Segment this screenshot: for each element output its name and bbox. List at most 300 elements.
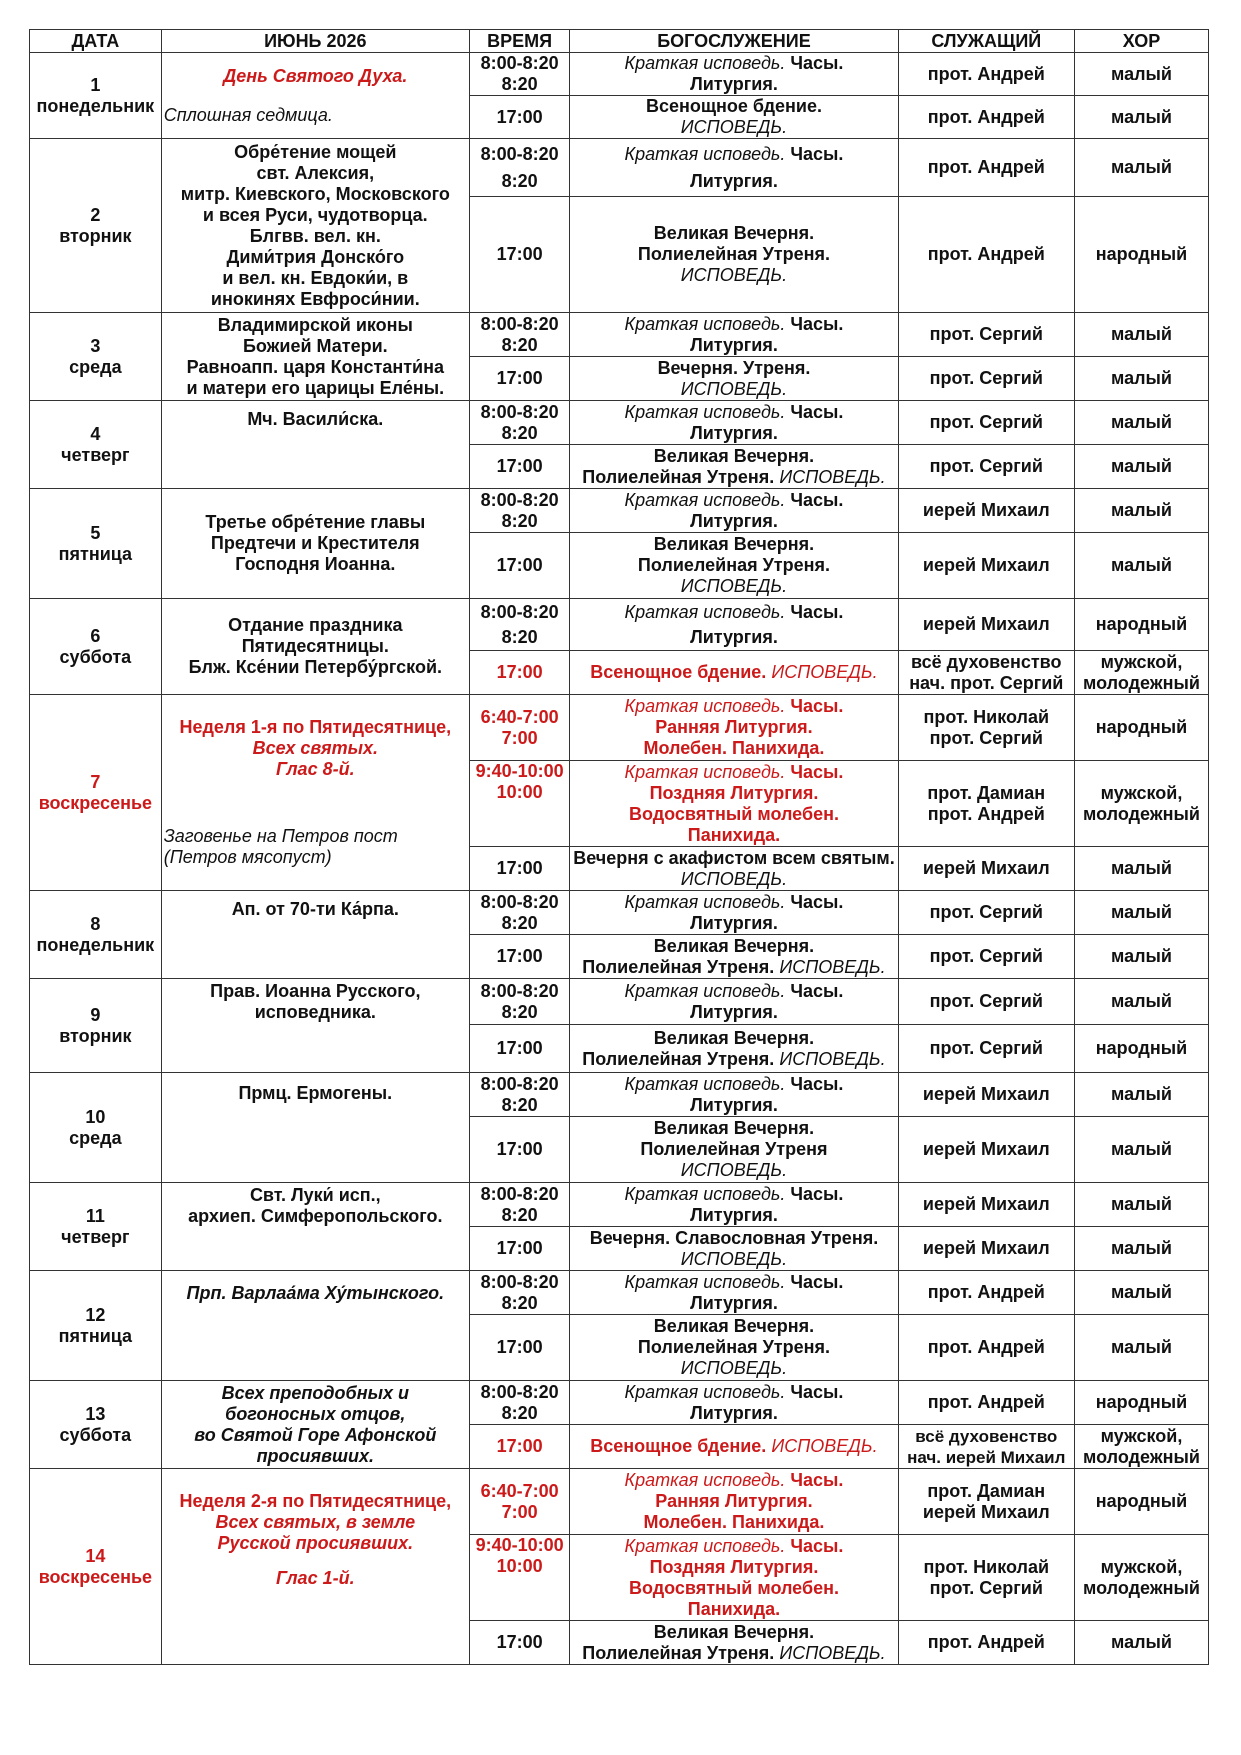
service-cell (570, 1469, 898, 1535)
confession-text: Краткая исповедь. (624, 696, 786, 716)
feast-cell (161, 1469, 469, 1665)
clergy-line: нач. прот. Сергий (909, 672, 1064, 693)
clergy-cell: прот. Сергий (898, 313, 1074, 357)
feast-line: Всех преподобных и (221, 1382, 409, 1403)
confession-text: Краткая исповедь. (624, 1535, 786, 1556)
choir-cell: малый (1074, 139, 1208, 197)
time-cell (469, 53, 569, 96)
service-line: Всенощное бдение. (645, 96, 822, 116)
service-cell (570, 651, 898, 695)
feast-cell (161, 1381, 469, 1469)
clergy-cell (898, 1535, 1074, 1621)
liturgy-text: Литургия. (690, 912, 778, 933)
choir-cell: народный (1074, 695, 1208, 761)
clergy-cell (898, 1425, 1074, 1469)
choir-line: мужской, (1100, 782, 1183, 803)
feast-cell (161, 489, 469, 599)
clergy-cell (898, 1469, 1074, 1535)
hours-text: Часы. (790, 980, 844, 1001)
table-row (30, 599, 1209, 651)
feast-line: и матери его царицы Еле́ны. (186, 377, 445, 398)
clergy-cell: иерей Михаил (898, 1183, 1074, 1227)
clergy-cell: иерей Михаил (898, 533, 1074, 599)
time-cell (469, 401, 569, 445)
table-row (30, 695, 1209, 761)
feast-line: Прп. Варлаа́ма Ху́тынского. (186, 1283, 445, 1303)
table-row (30, 139, 1209, 197)
service-cell (570, 96, 898, 139)
confession-text: Краткая исповедь. (624, 53, 786, 73)
feast-line: Ап. от 70-ти Ка́рпа. (231, 899, 399, 919)
feast-line: День Святого Духа. (223, 65, 408, 86)
feast-line: Обре́тение мощей (234, 141, 397, 162)
date-cell (30, 1073, 162, 1183)
feast-line: Блгвв. вел. кн. (249, 225, 381, 246)
service-cell (570, 1227, 898, 1271)
hours-text: Часы. (790, 401, 844, 422)
service-line: Полиелейная Утреня. (582, 466, 775, 487)
clergy-cell: прот. Андрей (898, 197, 1074, 313)
service-line: Панихида. (687, 1598, 781, 1619)
time-line: 8:20 (501, 626, 538, 647)
confession-text: Краткая исповедь. (624, 1381, 786, 1402)
clergy-cell (898, 651, 1074, 695)
time-line: 8:00-8:20 (480, 313, 559, 334)
date-cell (30, 53, 162, 139)
time-line: 8:00-8:20 (480, 53, 559, 73)
time-line: 10:00 (496, 782, 543, 802)
day-number: 10 (85, 1106, 106, 1127)
time-cell (469, 139, 569, 197)
time-line: 8:20 (501, 510, 538, 531)
liturgy-text: Литургия. (690, 422, 778, 443)
weekday: воскресенье (38, 1566, 153, 1587)
choir-cell (1074, 761, 1208, 847)
time-line: 8:20 (501, 1204, 538, 1225)
feast-line: Блж. Ксе́нии Петербу́ргской. (188, 657, 443, 677)
feast-line: Третье обре́тение главы (205, 512, 426, 532)
hours-text: Часы. (790, 1381, 844, 1402)
confession-text: Краткая исповедь. (624, 1271, 786, 1292)
choir-cell: малый (1074, 1271, 1208, 1315)
feast-line: Глас 8-й. (276, 759, 355, 779)
service-cell (570, 1117, 898, 1183)
service-cell (570, 1183, 898, 1227)
time-cell: 17:00 (469, 935, 569, 979)
feast-line: Дими́трия Донско́го (226, 246, 405, 267)
clergy-line: прот. Николай (923, 1556, 1050, 1577)
confession-text: Краткая исповедь. (624, 980, 786, 1001)
time-line: 8:20 (501, 1094, 538, 1115)
time-line: 7:00 (501, 727, 538, 748)
time-line: 8:00-8:20 (480, 143, 559, 164)
time-line: 8:00-8:20 (480, 980, 559, 1001)
feast-line: просиявших. (256, 1445, 375, 1466)
weekday: пятница (58, 1325, 133, 1346)
feast-cell (161, 891, 469, 979)
service-line: Водосвятный молебен. (628, 803, 839, 824)
feast-cell (161, 695, 469, 891)
service-line: Великая Вечерня. (653, 445, 815, 466)
choir-cell: малый (1074, 1315, 1208, 1381)
service-line: Полиелейная Утреня. (637, 555, 830, 575)
confession-text: ИСПОВЕДЬ. (779, 1048, 886, 1069)
clergy-line: всё духовенство (911, 651, 1062, 672)
date-cell (30, 695, 162, 891)
service-line: Молебен. Панихида. (643, 1512, 825, 1532)
weekday: воскресенье (38, 792, 153, 813)
hours-text: Часы. (790, 53, 844, 73)
choir-cell: малый (1074, 53, 1208, 96)
clergy-cell: прот. Андрей (898, 1271, 1074, 1315)
day-number: 12 (85, 1304, 106, 1325)
time-cell (469, 1073, 569, 1117)
feast-line: Неделя 2-я по Пятидесятнице, (179, 1491, 452, 1511)
weekday: вторник (59, 1025, 132, 1046)
date-cell (30, 599, 162, 695)
confession-text: Краткая исповедь. (624, 761, 786, 782)
liturgy-text: Литургия. (690, 1204, 778, 1225)
table-row (30, 1073, 1209, 1117)
time-cell (469, 1469, 569, 1535)
confession-text: ИСПОВЕДЬ. (771, 662, 878, 682)
service-cell (570, 139, 898, 197)
service-cell (570, 1425, 898, 1469)
service-cell (570, 357, 898, 401)
day-number: 14 (85, 1545, 106, 1566)
confession-text: Краткая исповедь. (624, 1183, 786, 1204)
service-cell (570, 1271, 898, 1315)
feast-line: Глас 1-й. (276, 1568, 355, 1588)
time-line: 8:20 (501, 170, 538, 191)
service-cell (570, 445, 898, 489)
day-number: 3 (90, 335, 101, 356)
liturgy-text: Ранняя Литургия. (655, 1491, 813, 1511)
weekday: понедельник (36, 934, 155, 955)
table-row (30, 1381, 1209, 1425)
confession-text: Краткая исповедь. (624, 891, 786, 912)
feast-line: Пятидесятницы. (241, 636, 389, 656)
feast-line: Всех святых, в земле (215, 1512, 416, 1532)
clergy-cell: прот. Сергий (898, 979, 1074, 1025)
feast-line: Отдание праздника (228, 615, 403, 635)
choir-line: мужской, (1100, 651, 1183, 672)
liturgy-text: Ранняя Литургия. (655, 717, 813, 737)
time-cell (469, 1381, 569, 1425)
service-cell (570, 1073, 898, 1117)
hours-text: Часы. (790, 601, 844, 622)
choir-cell: народный (1074, 1469, 1208, 1535)
clergy-cell: прот. Андрей (898, 1381, 1074, 1425)
service-cell (570, 489, 898, 533)
service-line: Полиелейная Утреня (640, 1139, 828, 1159)
time-cell (469, 979, 569, 1025)
clergy-cell: прот. Андрей (898, 96, 1074, 139)
day-number: 5 (90, 522, 101, 543)
service-line: Полиелейная Утреня. (582, 956, 775, 977)
date-cell (30, 1183, 162, 1271)
hours-text: Часы. (790, 696, 844, 716)
table-row (30, 1183, 1209, 1227)
time-cell (469, 891, 569, 935)
feast-line: богоносных отцов, (225, 1403, 406, 1424)
time-line: 10:00 (496, 1556, 543, 1576)
clergy-cell: прот. Андрей (898, 53, 1074, 96)
choir-cell: малый (1074, 533, 1208, 599)
feast-cell (161, 139, 469, 313)
clergy-cell: иерей Михаил (898, 1227, 1074, 1271)
clergy-cell: прот. Сергий (898, 1025, 1074, 1073)
feast-line: Неделя 1-я по Пятидесятнице, (179, 717, 452, 737)
choir-cell: малый (1074, 1227, 1208, 1271)
date-cell (30, 1469, 162, 1665)
service-line: Панихида. (687, 824, 781, 845)
service-cell (570, 1381, 898, 1425)
choir-cell: народный (1074, 197, 1208, 313)
day-number: 1 (90, 74, 101, 95)
time-cell: 17:00 (469, 651, 569, 695)
time-cell: 17:00 (469, 1425, 569, 1469)
time-cell (469, 489, 569, 533)
day-number: 4 (90, 423, 101, 444)
confession-text: ИСПОВЕДЬ. (680, 1160, 788, 1180)
feast-cell (161, 979, 469, 1073)
weekday: суббота (59, 646, 132, 667)
choir-cell: малый (1074, 445, 1208, 489)
clergy-cell: прот. Сергий (898, 401, 1074, 445)
time-line: 8:00-8:20 (480, 1183, 559, 1204)
choir-line: мужской, (1100, 1556, 1183, 1577)
date-cell (30, 1271, 162, 1381)
service-line: Великая Вечерня. (653, 1027, 815, 1048)
clergy-cell: прот. Андрей (898, 1621, 1074, 1665)
table-row (30, 979, 1209, 1025)
liturgy-text: Литургия. (690, 1292, 778, 1313)
feast-line: Божией Матери. (242, 335, 388, 356)
confession-text: ИСПОВЕДЬ. (680, 378, 788, 399)
clergy-line: прот. Андрей (927, 803, 1045, 824)
service-cell (570, 935, 898, 979)
service-line: Молебен. Панихида. (643, 738, 825, 758)
feast-line: Прав. Иоанна Русского, (210, 981, 421, 1001)
choir-line: молодежный (1083, 803, 1200, 824)
choir-cell: народный (1074, 599, 1208, 651)
time-cell: 17:00 (469, 1621, 569, 1665)
confession-text: ИСПОВЕДЬ. (680, 265, 788, 285)
time-line: 8:20 (501, 1402, 538, 1423)
confession-text: ИСПОВЕДЬ. (680, 576, 788, 596)
day-number: 11 (85, 1205, 105, 1226)
feast-cell (161, 599, 469, 695)
date-cell (30, 401, 162, 489)
clergy-line: всё духовенство (915, 1426, 1058, 1446)
liturgy-text: Поздняя Литургия. (649, 1556, 819, 1577)
time-cell: 17:00 (469, 197, 569, 313)
feast-line: Равноапп. царя Константи́на (186, 356, 444, 377)
confession-text: Краткая исповедь. (624, 1073, 786, 1094)
clergy-line: прот. Дамиан (927, 782, 1046, 803)
confession-text: Краткая исповедь. (624, 401, 786, 422)
day-number: 7 (90, 771, 101, 792)
choir-cell (1074, 1535, 1208, 1621)
clergy-cell: прот. Сергий (898, 891, 1074, 935)
weekday: вторник (59, 225, 132, 246)
service-cell (570, 847, 898, 891)
service-cell (570, 53, 898, 96)
confession-text: Краткая исповедь. (624, 313, 786, 334)
header-date: ДАТА (30, 30, 162, 53)
time-line: 9:40-10:00 (475, 761, 564, 781)
schedule-table (29, 29, 1209, 1665)
time-cell: 17:00 (469, 1117, 569, 1183)
weekday: четверг (61, 444, 130, 465)
feast-cell (161, 1073, 469, 1183)
hours-text: Часы. (790, 1183, 844, 1204)
date-cell (30, 139, 162, 313)
day-number: 2 (90, 204, 101, 225)
table-row (30, 1271, 1209, 1315)
clergy-cell: прот. Андрей (898, 139, 1074, 197)
weekday: понедельник (36, 95, 155, 116)
time-cell (469, 1535, 569, 1621)
time-line: 8:20 (501, 912, 538, 933)
feast-line: и всея Руси, чудотворца. (202, 204, 428, 225)
clergy-line: прот. Сергий (929, 1577, 1043, 1598)
choir-cell: малый (1074, 401, 1208, 445)
time-line: 7:00 (501, 1501, 538, 1522)
clergy-cell (898, 695, 1074, 761)
clergy-cell: иерей Михаил (898, 847, 1074, 891)
time-line: 8:20 (501, 334, 538, 355)
service-cell (570, 1315, 898, 1381)
service-line: Полиелейная Утреня. (637, 244, 830, 264)
date-cell (30, 489, 162, 599)
confession-text: ИСПОВЕДЬ. (771, 1436, 878, 1456)
time-line: 8:00-8:20 (480, 489, 559, 510)
feast-line: свт. Алексия, (256, 162, 375, 183)
choir-line: мужской, (1100, 1425, 1183, 1446)
clergy-cell: иерей Михаил (898, 599, 1074, 651)
liturgy-text: Литургия. (690, 74, 778, 94)
hours-text: Часы. (790, 1535, 844, 1556)
time-cell (469, 313, 569, 357)
time-cell (469, 599, 569, 651)
time-line: 6:40-7:00 (480, 1480, 559, 1501)
time-cell: 17:00 (469, 357, 569, 401)
clergy-cell: прот. Сергий (898, 935, 1074, 979)
service-line: Полиелейная Утреня. (582, 1048, 775, 1069)
service-line: Вечерня. Славословная Утреня. (589, 1227, 879, 1248)
table-row (30, 891, 1209, 935)
date-cell (30, 1381, 162, 1469)
choir-cell: малый (1074, 489, 1208, 533)
header-choir: ХОР (1074, 30, 1208, 53)
service-line: Великая Вечерня. (653, 1118, 815, 1138)
service-line: Великая Вечерня. (653, 534, 815, 554)
feast-cell (161, 313, 469, 401)
table-row (30, 489, 1209, 533)
time-line: 8:00-8:20 (480, 1073, 559, 1094)
feast-cell (161, 401, 469, 489)
service-line: Вечерня с акафистом всем святым. (573, 847, 895, 868)
feast-line: Владимирской иконы (217, 314, 413, 335)
liturgy-text: Литургия. (690, 1402, 778, 1423)
time-cell: 17:00 (469, 533, 569, 599)
hours-text: Часы. (790, 313, 844, 334)
choir-cell: народный (1074, 1025, 1208, 1073)
time-line: 8:00-8:20 (480, 601, 559, 622)
service-cell (570, 1535, 898, 1621)
choir-cell: малый (1074, 935, 1208, 979)
time-line: 8:20 (501, 74, 538, 94)
confession-text: ИСПОВЕДЬ. (680, 117, 788, 137)
clergy-line: иерей Михаил (922, 1501, 1050, 1522)
time-cell (469, 761, 569, 847)
choir-cell: малый (1074, 313, 1208, 357)
time-line: 8:00-8:20 (480, 1381, 559, 1402)
feast-line: Прмц. Ермогены. (238, 1083, 393, 1103)
liturgy-text: Поздняя Литургия. (649, 782, 819, 803)
date-cell (30, 891, 162, 979)
clergy-cell: иерей Михаил (898, 1073, 1074, 1117)
confession-text: Краткая исповедь. (624, 601, 786, 622)
header-service: БОГОСЛУЖЕНИЕ (570, 30, 898, 53)
confession-text: ИСПОВЕДЬ. (680, 868, 788, 889)
clergy-cell: иерей Михаил (898, 1117, 1074, 1183)
day-number: 8 (90, 913, 101, 934)
feast-note: Заговенье на Петров пост (163, 826, 398, 846)
clergy-line: прот. Сергий (929, 727, 1043, 748)
liturgy-text: Литургия. (690, 510, 778, 531)
clergy-line: нач. иерей Михаил (907, 1447, 1066, 1467)
clergy-cell: прот. Андрей (898, 1315, 1074, 1381)
service-line: Полиелейная Утреня. (637, 1337, 830, 1357)
clergy-cell: прот. Сергий (898, 357, 1074, 401)
service-cell (570, 1025, 898, 1073)
header-time: ВРЕМЯ (469, 30, 569, 53)
feast-cell (161, 1183, 469, 1271)
service-cell (570, 891, 898, 935)
weekday: четверг (61, 1226, 130, 1247)
time-cell: 17:00 (469, 847, 569, 891)
choir-cell (1074, 1425, 1208, 1469)
time-cell (469, 695, 569, 761)
choir-cell: малый (1074, 357, 1208, 401)
feast-line: Господня Иоанна. (235, 554, 396, 574)
feast-line: Предтечи и Крестителя (210, 533, 420, 553)
feast-cell (161, 53, 469, 139)
service-line: Всенощное бдение. (590, 1436, 767, 1456)
confession-text: Краткая исповедь. (624, 489, 786, 510)
feast-line: Русской просиявших. (217, 1533, 414, 1553)
confession-text: ИСПОВЕДЬ. (680, 1248, 788, 1269)
liturgy-text: Литургия. (690, 626, 778, 647)
feast-cell (161, 1271, 469, 1381)
weekday: пятница (58, 543, 133, 564)
service-line: Великая Вечерня. (653, 935, 815, 956)
confession-text: ИСПОВЕДЬ. (779, 466, 886, 487)
header-month: ИЮНЬ 2026 (161, 30, 469, 53)
clergy-cell: иерей Михаил (898, 489, 1074, 533)
time-cell (469, 1271, 569, 1315)
weekday: среда (69, 356, 122, 377)
service-line: Водосвятный молебен. (628, 1577, 839, 1598)
clergy-cell: прот. Сергий (898, 445, 1074, 489)
time-cell: 17:00 (469, 445, 569, 489)
time-cell: 17:00 (469, 1025, 569, 1073)
time-line: 8:20 (501, 1001, 538, 1022)
hours-text: Часы. (790, 489, 844, 510)
